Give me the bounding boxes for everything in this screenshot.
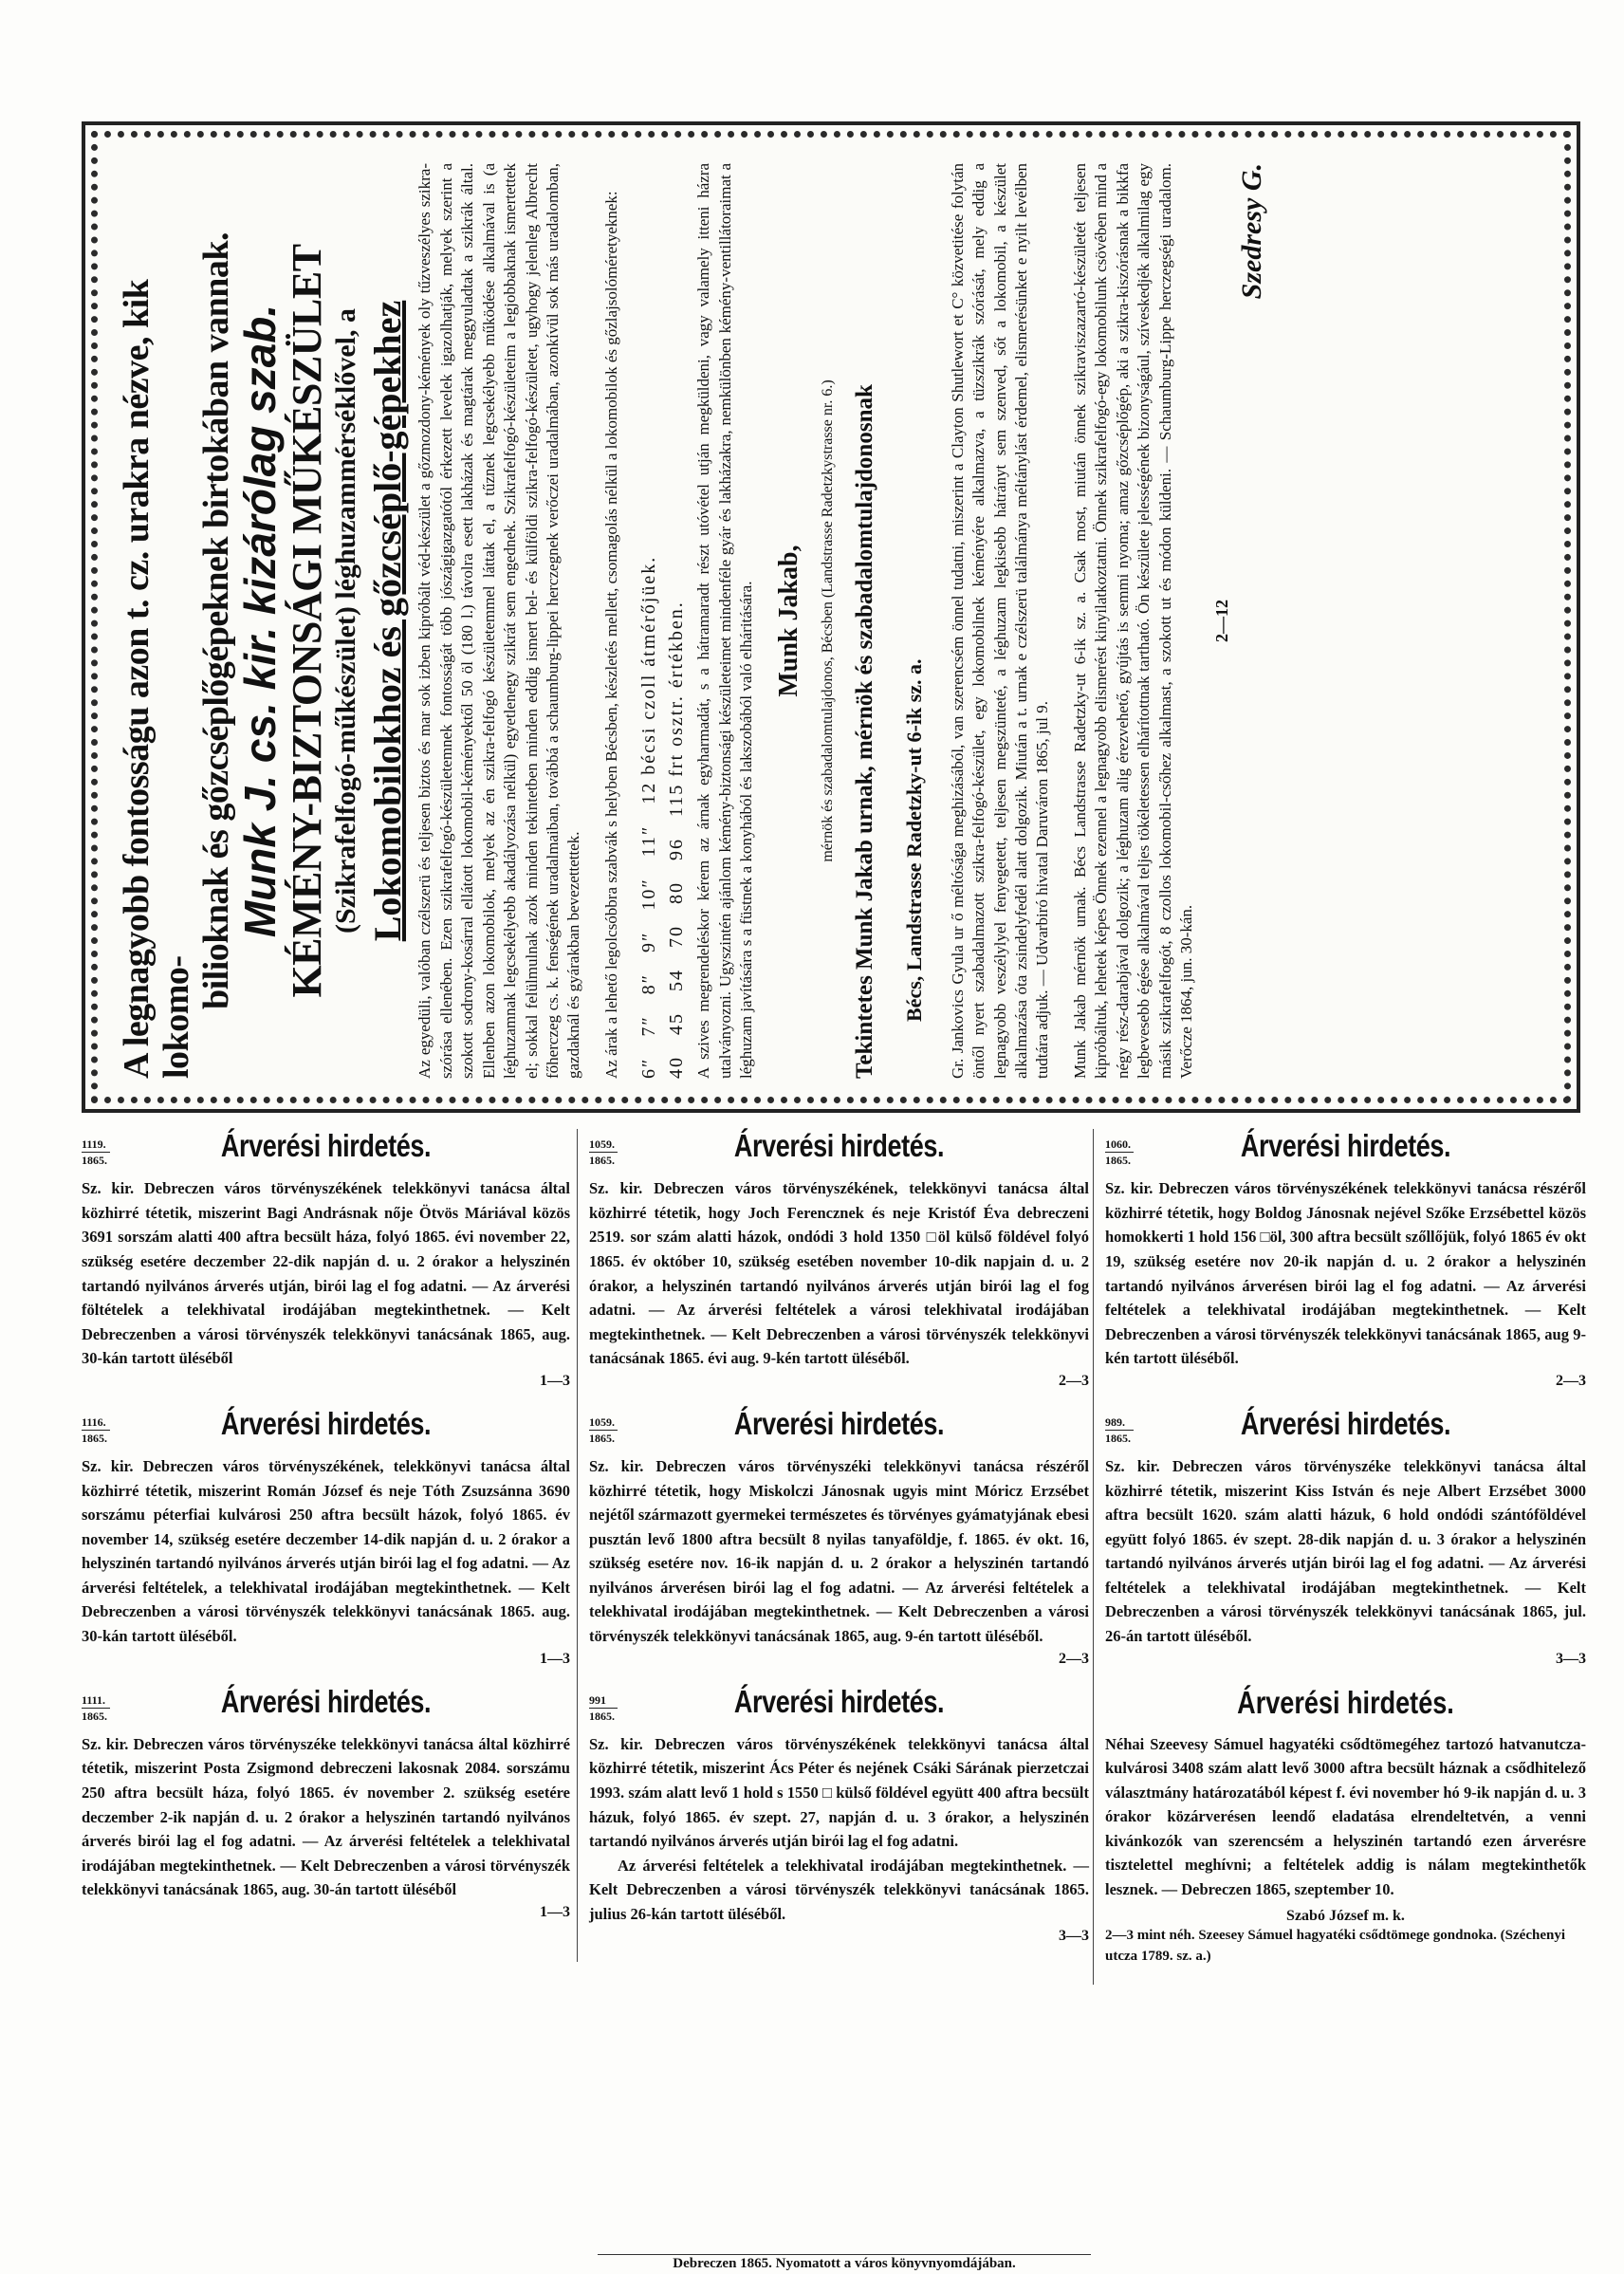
auction-notice: [1105, 1407, 1586, 1668]
ad-size: 9″: [638, 931, 660, 952]
ad-price: 70: [666, 925, 688, 948]
notice-body: Sz. kir. Debreczen város törvényszékének, telekkönyvi tanácsa által közhirré tétetik, miszerint Román József és neje Tóth Zsuzsánna 3690 sorszámu péterfiai kulvárosi 250 aftra becsült házok, folyó 1865. év november 14, szükség esetére deczember 14-dik napján d. u. 2 órakor a helyszinén tartandó nyilvános árverés utján birói lag el fog adatni. — Az árverési feltételek, a telekhivatal irodájában megtekinthetnek. — Kelt Debreczenben a városi törvényszék telekkönyvi tanácsának 1865. aug. 30-kán tartott üléséből.: [82, 1457, 570, 1646]
auction-notice: [589, 1407, 1089, 1668]
notice-body: Sz. kir. Debreczen város törvényszékének telekkönyvi tanácsa részéről közhirré tétetik, hogy Boldog Jánosnak nejével Szőke Erzsébettel közös homokkerti 1 hold 156 □öl, 300 aftra becsült szőllőjük, folyó 1865 év okt 19, szükség esetére nov 20-ik napján d. u. 2 órakor a helyszinén tartandó nyilvános árverésen birói lag el fog adatni. — Az árverési feltételek a telekhivatal irodájában megtekinthetnek. — Kelt Debreczenben a városi törvényszék telekkönyvi tanácsának 1865, aug 9-kén tartott üléséből.: [1105, 1179, 1586, 1368]
ad-testimonial-2: Munk Jakab mérnök urnak. Bécs Landstrasse Radetzky-ut 6-ik sz. a. Csak most, miután önnek szikraviszazartó-készületét teljesen kipróbáltuk, lehetek képes Önnek ezennel a legnagyobb elismerést kinyilatkoztatni. Önnek szikrafelfogó-egy lokomobilunk csövében mind a négy rész-darabjával dolgozik; a léghuzam alig érezvehető, gyújtás is semmi nyoma; amaz gőzcséplőgép, aki a szikra-kiszórásnak a bikkfa legbevesebb égése alkalmával teljes tökéletessen elhárítottnak tartható. Ön készülete jelességének bizonyságául, szíveskedjék alkalmilag egy másik szikrafelfogót, 8 czollos lokomobil-csőhez alkalmast, a szokott ut és módon küldeni. — Schaumburg-Lippe herczegségi uradalom. Verőcze 1864, jun. 30-kán.: [1070, 163, 1195, 1079]
ad-headline-1: A legnagyobb fontosságu azon t. cz. urakra nézve, kik lokomo-: [117, 279, 196, 1079]
ad-testimonial-foot: 2—12: [1212, 600, 1232, 642]
ad-price-row: [666, 163, 688, 1079]
notice-body: Sz. kir. Debreczen város törvényszéke telekkönyvi tanácsa által közhirré tétetik, miszerint Posta Zsigmond debreczeni lakosnak 2084. sorszámu 250 aftra becsült háza, folyó 1865. év november 2. szükség esetére deczember 2-ik napján d. u. 2 órakor a helyszinén tartandó nyilvános árverés birói lag el fog adatni. — Az árverési feltételek a telekhivatal irodájában megtekinthetnek. — Kelt Debreczenben a városi törvényszék telekkönyvi tanácsának 1865, aug. 30-án tartott üléséből: [82, 1734, 570, 1899]
ad-signature-sub: mérnök és szabadalomtulajdonos, Bécsben (Landstrasse Radetzkystrasse nr. 6.): [819, 379, 836, 862]
notice-number: [82, 1692, 110, 1724]
notice-number-value: 1119.: [82, 1137, 110, 1153]
column-3: [1093, 1129, 1586, 1985]
notice-foot: 1—3: [540, 1650, 570, 1667]
notice-number-value: 989.: [1105, 1414, 1134, 1431]
ad-address-1: Tekintetes Munk Jakab urnak, mérnök és szabadalomtulajdonosnak: [851, 384, 877, 1079]
ad-price: 96: [666, 838, 688, 860]
notice-number-value: 991: [589, 1692, 618, 1709]
notice-number-value: 1111.: [82, 1692, 110, 1709]
notice-title: Árverési hirdetés.: [220, 1128, 432, 1163]
notice-year: 1865.: [82, 1154, 107, 1168]
ad-headline-3b: (Szikrafelfogó-műkészület) léghuzammérséklővel, a: [330, 307, 362, 934]
notice-body: Sz. kir. Debreczen város törvényszéke telekkönyvi tanácsa által közhirré tétetik, miszerint Kiss István és neje Albert Erzsébet 3000 aftra becsült 1620. szám alatti házuk, 6 hold ondódi szántóföldével együtt folyó 1865. év szept. 28-dik napján d. u. 3 órakor a helyszinén tartandó nyilvános árverés utján birói lag el fog adatni. — Az árverési feltételek a telekhivatal irodájában megtekinthetnek. — Kelt Debreczenben a városi törvényszék telekkönyvi tanácsának 1865, jul. 26-án tartott üléséből.: [1105, 1457, 1586, 1646]
notice-title: Árverési hirdetés.: [1237, 1684, 1454, 1720]
notice-body: Sz. kir. Debreczen város törvényszékének, telekkönyvi tanácsa által közhirré tétetik, hogy Joch Ferencznek és neje Kristóf Éva debreczeni 2519. sor szám alatti házok, ondódi 3 hold 1350 □öl külső földével folyó 1865. év október 10, szükség esetében november 10-dik napjain d. u. 2 órakor, a helyszinén tartandó nyilvános árverés utján birói lag el fog adatni. — Az árverési feltételek a városi telekhivatal irodájában megtekinthetnek. — Kelt Debreczenben a városi törvényszék telekkönyvi tanácsának 1865. évi aug. 9-kén tartott üléséből.: [589, 1179, 1089, 1368]
notice-foot: 1—3: [540, 1903, 570, 1920]
auction-notice: [589, 1129, 1089, 1390]
ad-price: 45: [666, 1012, 688, 1035]
notice-number: [1105, 1414, 1134, 1446]
printer-imprint: Debreczen 1865. Nyomatott a város könyvnyomdájában.: [598, 2254, 1091, 2271]
ad-size-row: [638, 163, 660, 1079]
ad-size: 6″: [638, 1057, 660, 1079]
auction-notice: [82, 1407, 570, 1668]
notice-title: Árverési hirdetés.: [733, 1128, 945, 1163]
notice-foot: 3—3: [1059, 1928, 1089, 1945]
auction-notice: [82, 1129, 570, 1390]
rotated-advertisement: [82, 121, 1580, 1113]
ad-price: 115 frt osztr. értékben.: [666, 601, 688, 817]
notice-year: 1865.: [1105, 1431, 1131, 1445]
notice-title: Árverési hirdetés.: [220, 1683, 432, 1719]
notice-body: Sz. kir. Debreczen város törvényszéki telekkönyvi tanácsa részéről közhirré tétetik, hogy Miskolczi Jánosnak ugyis mint Móricz Erzsébet nejétől származott gyermekei természetes és törvényes gyámatyjának ebesi pusztán levő 1800 aftra becsült 8 nyilas tanyaföldje, f. 1865. év okt. 16, szükség esetére nov. 16-ik napján d. u. 2 órakor a helyszinén tartandó nyilvános árverésen birói lag el fog adatni. — Az árverési feltételek a telekhivatal irodájában megtekinthetnek. — Kelt Debreczenben a városi törvényszék telekkönyvi tanácsának 1865, aug. 9-én tartott üléséből.: [589, 1457, 1089, 1646]
notice-foot: 2—3: [1105, 1927, 1134, 1943]
ad-size: 8″: [638, 972, 660, 995]
notice-body: Sz. kir. Debreczen város törvényszékének telekkönyvi tanácsa által közhirré tétetik, miszerint Ács Péter és nejének Csáki Sárának pierzetczai 1993. szám alatt levő 1 hold s 1550 □ külső földével együtt 400 aftra becsült házuk, folyó 1865. év szept. 27, napján d. u. 3 órakor, a helyszinén tartandó nyilvános árverés utján birói lag el fog adatni.: [589, 1734, 1089, 1851]
ad-size: 11″: [638, 824, 660, 858]
ad-headline-3: KÉMÉNY-BIZTONSÁGI MŰKÉSZÜLET: [283, 244, 330, 998]
notice-number: [82, 1414, 110, 1446]
notice-signature-line: [1105, 1925, 1586, 1968]
notice-title: Árverési hirdetés.: [733, 1405, 945, 1441]
ad-size: 10″: [638, 878, 660, 911]
notice-signature: Szabó József m. k.: [1286, 1907, 1405, 1924]
notice-number-value: 1060.: [1105, 1137, 1134, 1153]
notice-number-value: 1059.: [589, 1137, 618, 1153]
advertisement-content: [114, 154, 1556, 1088]
notice-number: [82, 1137, 110, 1168]
notice-foot: 1—3: [540, 1372, 570, 1389]
notice-foot: 2—3: [1059, 1372, 1089, 1389]
ad-price: 40: [666, 1056, 688, 1079]
ad-body-3: A szives megrendeléskor kérem az árnak egyharmadát, s a hátramaradt részt utóvétel utján megküldeni, vagy valamely itteni házra utalványozni. Ugyszintén ajánlom kémény-biztonsági készületeimet mindenféle gyár és lakházakra, nemkülönben kémény-ventillátoraimat a léghuzam javítására s a füstnek a konyhából és lakszobából való elháritására.: [694, 163, 756, 1079]
column-1: [82, 1129, 570, 1938]
notice-year: 1865.: [1105, 1154, 1131, 1168]
notice-title: Árverési hirdetés.: [1240, 1128, 1451, 1163]
notice-body: Sz. kir. Debreczen város törvényszékének telekkönyvi tanácsa által közhirré tétetik, miszerint Bagi Andrásnak nője Ötvös Máriával közös 3691 sorszám alatti 400 aftra becsült háza, folyó 1865. évi november 22, szükség esetére deczember 22-dik napján d. u. 2 órakor a helyszinén tartandó nyilvános árverés utján, birói lag el fog adatni. — Az árverési föltételek a telekhivatal irodájában megtekinthetnek. — Kelt Debreczenben a városi törvényszék telekkönyvi tanácsának 1865, aug. 30-kán tartott üléséből: [82, 1179, 570, 1368]
notice-foot: 2—3: [1556, 1372, 1586, 1389]
column-2: [577, 1129, 1089, 1962]
notice-year: 1865.: [589, 1431, 615, 1445]
notice-title: Árverési hirdetés.: [220, 1405, 432, 1441]
ad-size: 12 bécsi czoll átmérőjüek.: [638, 555, 660, 804]
notice-title: Árverési hirdetés.: [1240, 1405, 1451, 1441]
notice-number-value: 1059.: [589, 1414, 618, 1431]
ad-address-2: Bécs, Landstrasse Radetzky-ut 6-ik sz. a.: [901, 658, 926, 1022]
notice-number: [1105, 1137, 1134, 1168]
notice-year: 1865.: [82, 1709, 107, 1723]
notice-year: 1865.: [589, 1154, 615, 1168]
ad-testimonial-1: Gr. Jankovics Gyula ur ő méltósága meghizásából, van szerencsém önnel tudatni, miszerint a Clayton Shutlewort et C° közvetitése folytán öntől nyert szabadalmazott szikra-felfogó-készület, egy lokomobilnek kéményére alkalmazva, a tüzszikrák szórását, mely eddig a legnagyobb veszélylyel fenyegetett, teljesen megszünteté, a léghuzam legkisebb hátrányt sem szenved, sőt a lokomobil, a készület alkalmazása óta zsindelyfedél alatt dolgozik. Miután a t. urnak e czélszerü találmánya méltánylást érdemel, elismerésünket e nyilt levélben tudtára adjuk. — Udvarbiró hivatal Daruváron 1865, jul 9.: [948, 163, 1052, 1079]
ad-body-1: Az egyedüli, valóban czélszerü és teljesen biztos és mar sok izben kipróbált véd-készület a gőzmozdony-kémények oly tűzveszélyes szikra-szórása ellenében. Ezen szikrafelfogó-készületemnek fontosságát több jószágigazgatótól érkezett levelek igazolhatják, melyek szerint a szokott sodrony-kosárral ellátott lokomobil-kéményektől 50 öl (180 l.) távolra esett lakházak és magtárak meggyuladtak a szikrák által. Ellenben azon lokomobilok, melyek az én szikra-felfogó készületemmel láttak el, a tűznek legcsekélyebb működése alkalmával is (a léghuzamnak legcsekélyebb akadályozása nélkül) egyetlenegy szikrát sem engednek. Szikrafelfogó-készületeim a legjobbaknak ismertettek el; sokkal felülmulnak azok minden tekintetben minden eddig ismert bel- és külföldi szikra-felfogó-készületet, ugyhogy jelenleg Albrecht főherczeg cs. k. fenségének uradalmaiban, továbbá a schaumburg-lippei herczegnek verőczei uradalmában, azonkívül sok más uradalomban, gazdaknál és gyárakban bevezettettek.: [415, 163, 583, 1079]
notice-body-2: Az árverési feltételek a telekhivatal irodájában megtekinthetnek. — Kelt Debreczenben a városi törvényszék telekkönyvi tanácsának 1865. julius 26-kán tartott üléséből.: [589, 1856, 1089, 1923]
notice-number: [589, 1692, 618, 1724]
ad-signature: Munk Jakab,: [773, 545, 803, 697]
notice-year: 1865.: [589, 1709, 615, 1723]
auction-notice: [1105, 1129, 1586, 1390]
ad-price: 80: [666, 881, 688, 904]
notice-title: Árverési hirdetés.: [733, 1683, 945, 1719]
auction-notice: [82, 1685, 570, 1921]
ad-body-2: Az árak a lehető legolcsóbbra szabvák s helyben Bécsben, készletés mellett, csomagolás nélkül a lokomobilok és gőzlajsolóméretyeknek:: [601, 191, 620, 1079]
ad-testimonial-signature: Szedresy G.: [1236, 163, 1268, 300]
notice-number-value: 1116.: [82, 1414, 110, 1431]
ad-headline-2: Munk J. cs. kir. kizárólag szab.: [235, 304, 286, 938]
ad-price: 54: [666, 969, 688, 991]
notice-year: 1865.: [82, 1431, 107, 1445]
ad-headline-4: Lokomobilokhoz és gőzcséplő-gépekhez: [366, 300, 410, 942]
notice-number: [589, 1137, 618, 1168]
auction-notice: [589, 1685, 1089, 1946]
ad-size: 7″: [638, 1015, 660, 1037]
notice-signature-detail: mint néh. Szeesey Sámuel hagyatéki csődtömege gondnoka. (Széchenyi utcza 1789. sz. a.): [1105, 1927, 1565, 1965]
ad-headline-1b: bilioknak és gőzcséplőgépeknek birtokában vannak.: [195, 231, 236, 1010]
notice-number: [589, 1414, 618, 1446]
notice-foot: 2—3: [1059, 1650, 1089, 1667]
notice-foot: 3—3: [1556, 1650, 1586, 1667]
notice-body: Néhai Szeevesy Sámuel hagyatéki csődtömegéhez tartozó hatvanutcza-kulvárosi 3408 szám alatt levő 3000 aftra becsült háznak a csődhitelező választmány határozatából képest f. évi november hó 9-ik napján d. u. 3 órakor közárverésen leendő eladatása elrendeltetvén, a venni kivánkozók van szerencsém a helyszinén tartandó ezen árverésre tisztelettel meghívni; a feltételek addig is nálam megtekinthetők lesznek. — Debreczen 1865, szeptember 10.: [1105, 1734, 1586, 1898]
estate-auction-notice: [1105, 1685, 1586, 1968]
